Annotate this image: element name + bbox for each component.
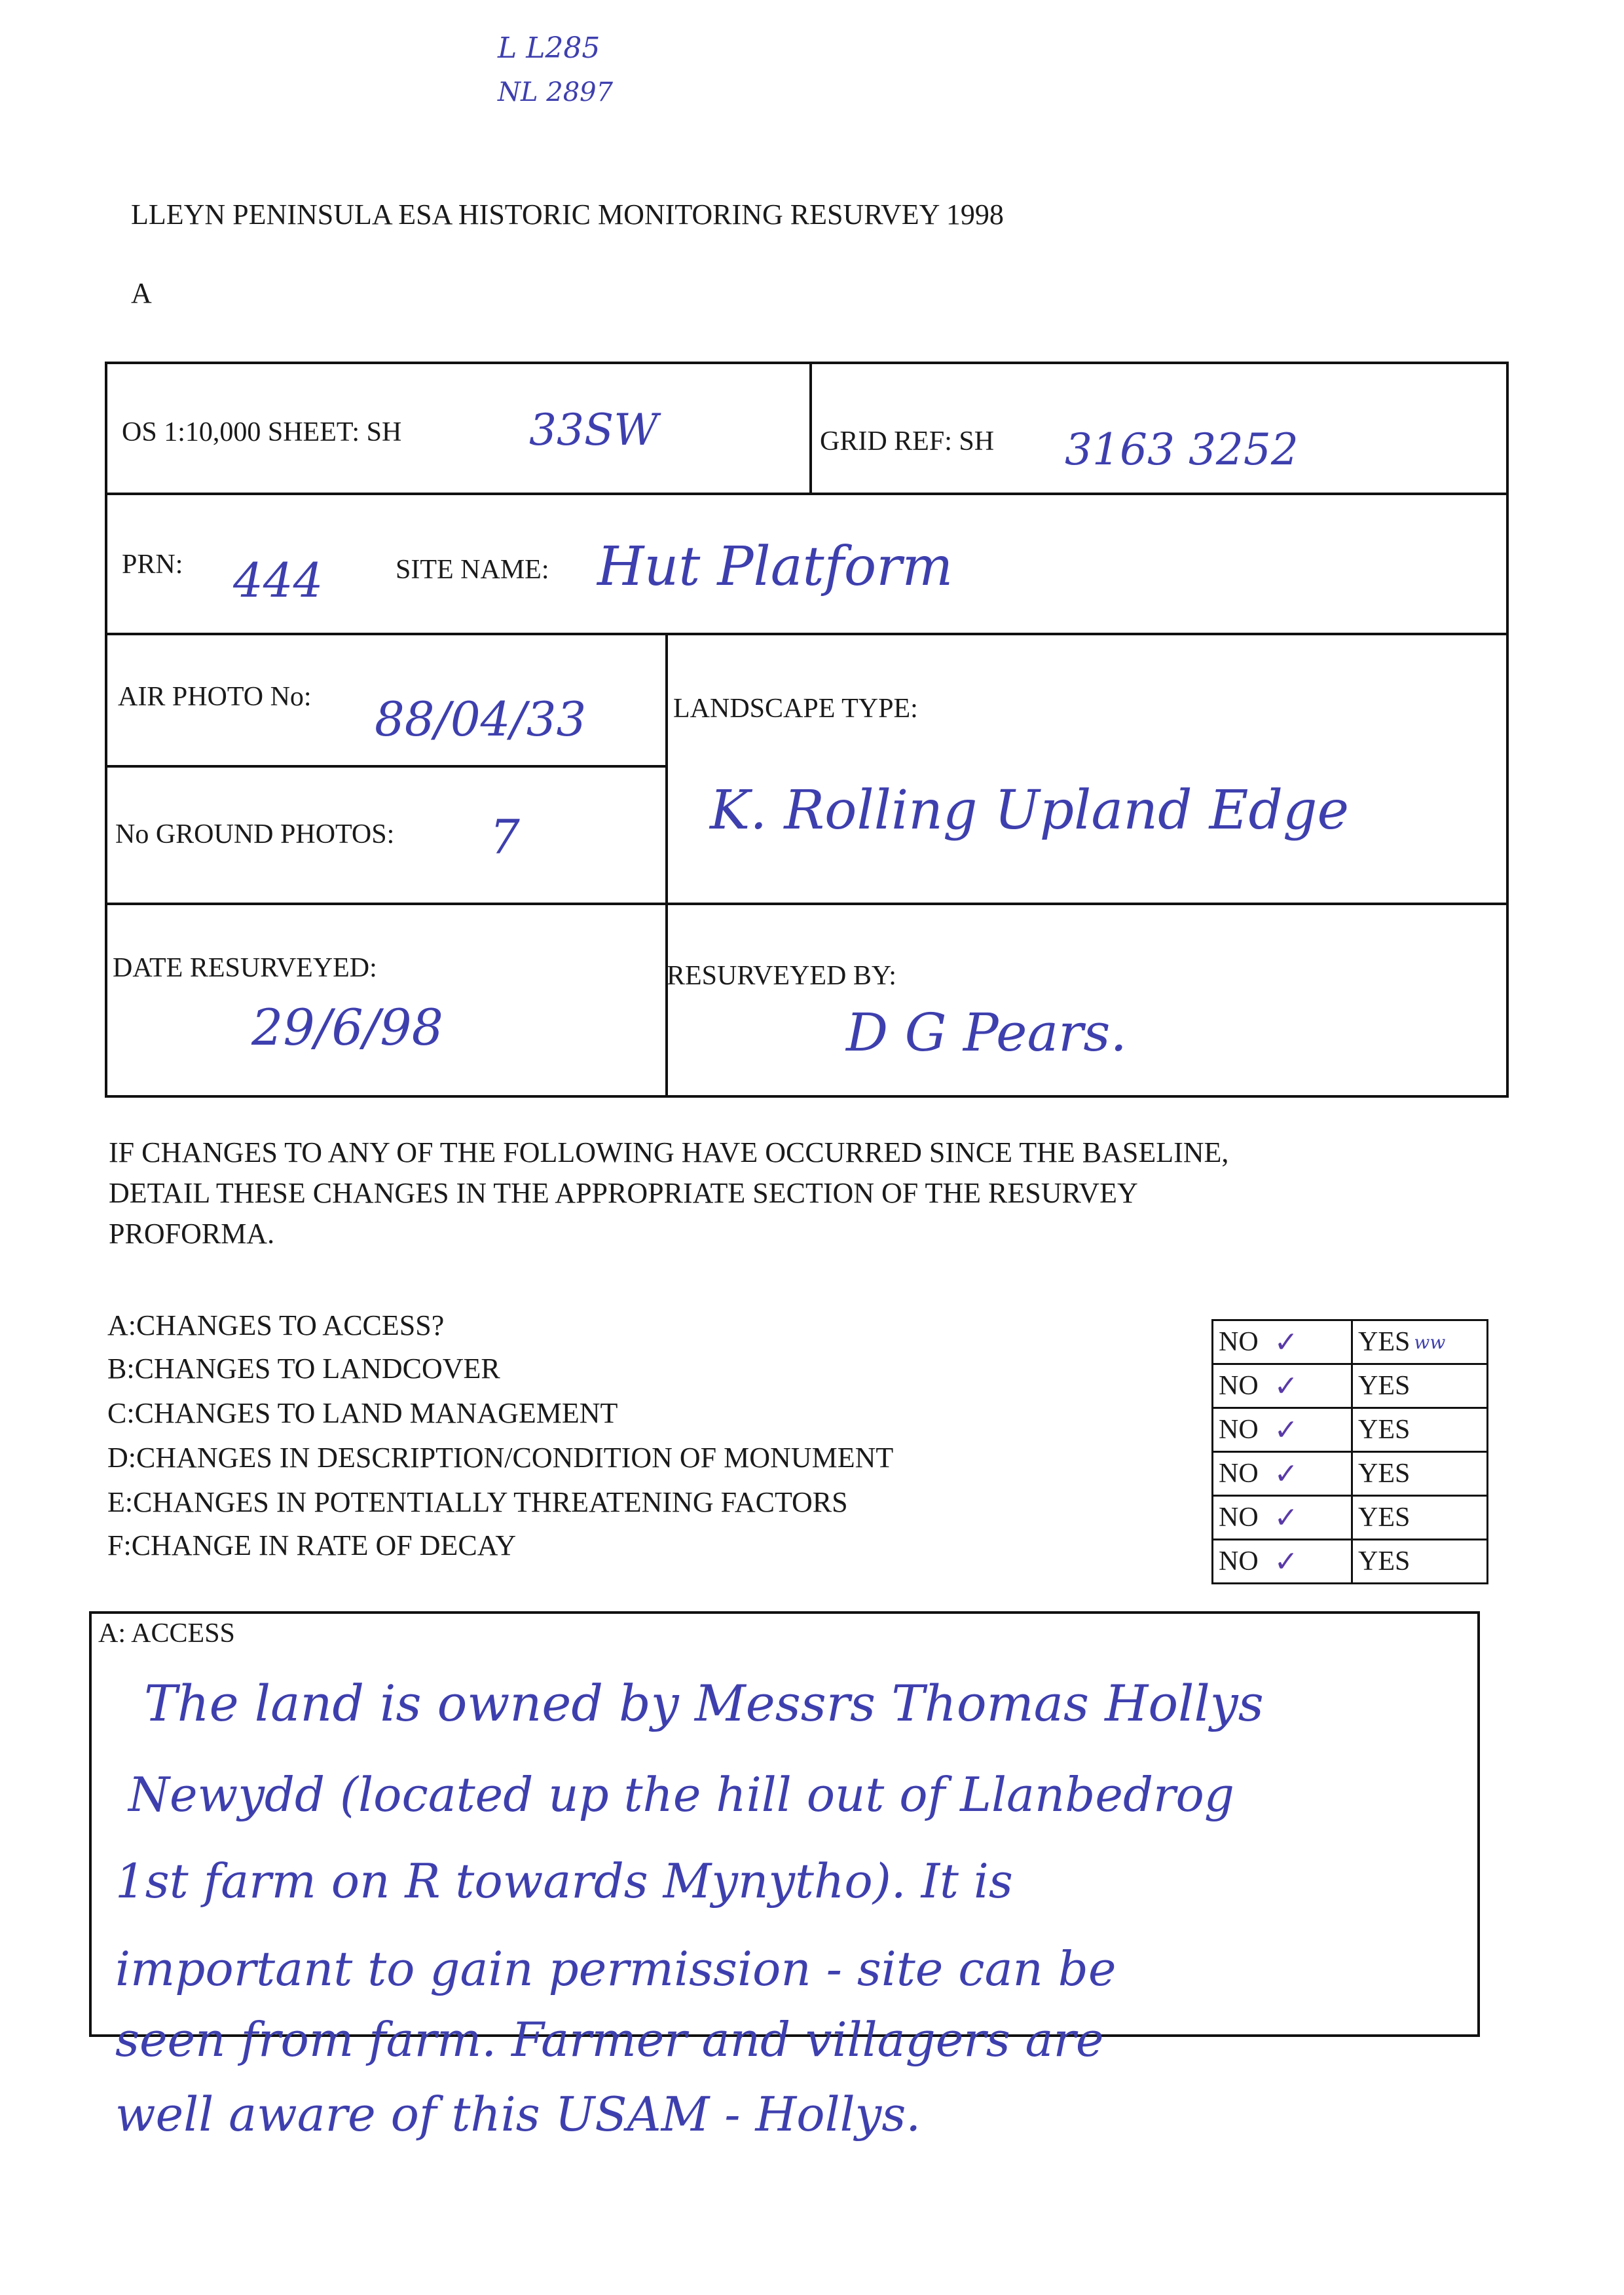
tick-mark: ✓ <box>1274 1326 1299 1358</box>
yes-cell-c[interactable] <box>1351 1407 1488 1453</box>
air-photo-value: 88/04/33 <box>375 692 587 747</box>
yes-cell-f[interactable] <box>1351 1539 1488 1584</box>
change-label-b: B:CHANGES TO LANDCOVER <box>107 1353 500 1385</box>
yes-label: YES <box>1358 1371 1411 1401</box>
no-cell-b[interactable] <box>1211 1363 1353 1409</box>
access-notes-line-3: 1st farm on R towards Mynytho). It is <box>115 1854 1013 1909</box>
yes-cell-a[interactable] <box>1351 1319 1488 1365</box>
date-resurveyed-label: DATE RESURVEYED: <box>113 953 377 983</box>
instructions-line-2: DETAIL THESE CHANGES IN THE APPROPRIATE SECTION OF THE RESURVEY <box>109 1177 1138 1209</box>
access-label: A: ACCESS <box>98 1618 235 1649</box>
no-cell-d[interactable] <box>1211 1451 1353 1497</box>
section-letter: A <box>131 277 152 309</box>
tick-mark: ✓ <box>1274 1413 1299 1446</box>
tick-mark: ✓ <box>1274 1370 1299 1402</box>
grid-ref-label: GRID REF: SH <box>820 426 995 457</box>
instructions-line-1: IF CHANGES TO ANY OF THE FOLLOWING HAVE OCCURRED SINCE THE BASELINE, <box>109 1136 1229 1168</box>
access-notes-line-6: well aware of this USAM - Hollys. <box>115 2087 921 2142</box>
change-label-e: E:CHANGES IN POTENTIALLY THREATENING FACTORS <box>107 1486 848 1518</box>
yes-label: YES <box>1358 1415 1411 1445</box>
os-sheet-value: 33SW <box>529 405 659 455</box>
no-cell-e[interactable] <box>1211 1495 1353 1540</box>
col-divider <box>809 362 812 493</box>
archive-note-2: NL 2897 <box>498 77 614 107</box>
col-divider <box>665 633 668 1098</box>
no-cell-f[interactable] <box>1211 1539 1353 1584</box>
yes-cell-d[interactable] <box>1351 1451 1488 1497</box>
yes-initials: ww <box>1414 1331 1446 1353</box>
no-label: NO <box>1219 1546 1259 1577</box>
no-label: NO <box>1219 1327 1259 1357</box>
no-label: NO <box>1219 1371 1259 1401</box>
row-divider <box>105 765 668 768</box>
row-divider <box>105 903 1509 905</box>
tick-mark: ✓ <box>1274 1501 1299 1534</box>
access-notes-line-2: Newydd (located up the hill out of Llanbedrog <box>128 1767 1234 1822</box>
access-notes-line-1: The land is owned by Messrs Thomas Hollys <box>144 1674 1264 1732</box>
change-label-d: D:CHANGES IN DESCRIPTION/CONDITION OF MONUMENT <box>107 1442 894 1474</box>
landscape-type-label: LANDSCAPE TYPE: <box>673 694 918 724</box>
access-notes-line-4: important to gain permission - site can be <box>115 1941 1116 1996</box>
yes-label: YES <box>1358 1546 1411 1577</box>
prn-value: 444 <box>233 553 323 608</box>
air-photo-label: AIR PHOTO No: <box>118 682 312 712</box>
date-resurveyed-value: 29/6/98 <box>251 998 443 1056</box>
row-divider <box>105 633 1509 635</box>
no-cell-a[interactable] <box>1211 1319 1353 1365</box>
ground-photos-value: 7 <box>490 810 520 865</box>
page-title: LLEYN PENINSULA ESA HISTORIC MONITORING RESURVEY 1998 <box>131 198 1004 231</box>
yes-cell-b[interactable] <box>1351 1363 1488 1409</box>
site-name-value: Hut Platform <box>597 536 953 598</box>
prn-label: PRN: <box>122 550 183 580</box>
no-label: NO <box>1219 1415 1259 1445</box>
os-sheet-label: OS 1:10,000 SHEET: SH <box>122 417 402 447</box>
change-label-f: F:CHANGE IN RATE OF DECAY <box>107 1529 517 1561</box>
no-cell-c[interactable] <box>1211 1407 1353 1453</box>
resurveyed-by-label: RESURVEYED BY: <box>667 961 896 991</box>
tick-mark: ✓ <box>1274 1545 1299 1578</box>
row-divider <box>105 493 1509 495</box>
yes-label: YES <box>1358 1459 1411 1489</box>
resurveyed-by-signature: D G Pears. <box>846 1002 1127 1063</box>
yes-cell-e[interactable] <box>1351 1495 1488 1540</box>
access-notes-line-5: seen from farm. Farmer and villagers are <box>115 2012 1104 2067</box>
no-label: NO <box>1219 1502 1259 1533</box>
yes-label: YES <box>1358 1327 1411 1357</box>
yes-label: YES <box>1358 1502 1411 1533</box>
grid-ref-value: 3163 3252 <box>1065 424 1299 475</box>
ground-photos-label: No GROUND PHOTOS: <box>115 819 395 849</box>
change-label-a: A:CHANGES TO ACCESS? <box>107 1309 445 1341</box>
site-name-label: SITE NAME: <box>396 555 549 585</box>
no-label: NO <box>1219 1459 1259 1489</box>
archive-note-1: L L285 <box>498 31 600 65</box>
tick-mark: ✓ <box>1274 1457 1299 1490</box>
landscape-type-value: K. Rolling Upland Edge <box>710 779 1349 842</box>
change-label-c: C:CHANGES TO LAND MANAGEMENT <box>107 1397 618 1429</box>
instructions-line-3: PROFORMA. <box>109 1218 275 1250</box>
